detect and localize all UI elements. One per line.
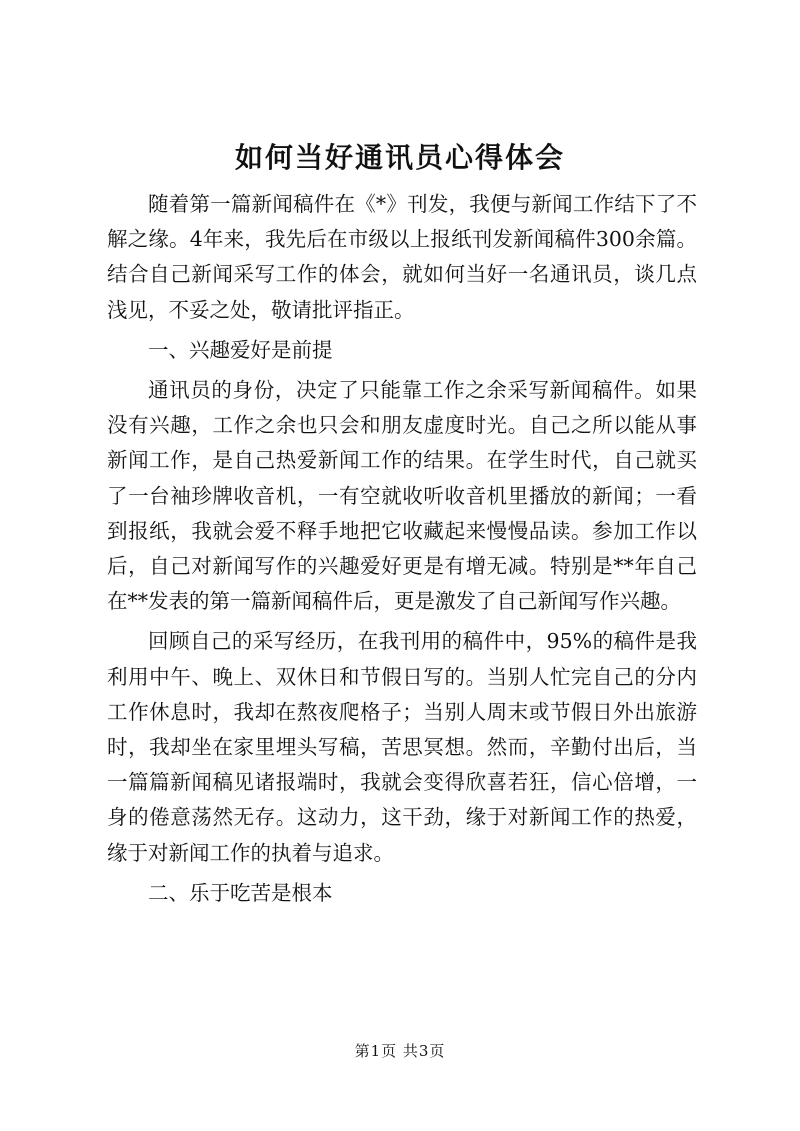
- paragraph-interest-1: 通讯员的身份，决定了只能靠工作之余采写新闻稿件。如果没有兴趣，工作之余也只会和朋友虚度时光。自己之所以能从事新闻工作，是自己热爱新闻工作的结果。在学生时代，自己就买了一台袖珍牌收音机，一有空就收听收音机里播放的新闻；一看到报纸，我就会爱不释手地把它收藏起来慢慢品读。参加工作以后，自己对新闻写作的兴趣爱好更是有增无减。特别是**年自己在**发表的第一篇新闻稿件后，更是激发了自己新闻写作兴趣。: [107, 378, 697, 614]
- document-body: [107, 187, 697, 911]
- page-number-footer: 第1页 共3页: [354, 1042, 446, 1060]
- section-heading-interest: 一、兴趣爱好是前提: [148, 337, 333, 362]
- intro-paragraph: 随着第一篇新闻稿件在《*》刊发，我便与新闻工作结下了不解之缘。4年来，我先后在市级以上报纸刊发新闻稿件300余篇。结合自己新闻采写工作的体会，就如何当好一名通讯员，谈几点浅见，不妥之处，敬请批评指正。: [107, 192, 697, 322]
- document-title: 如何当好通讯员心得体会: [234, 141, 565, 174]
- paragraph-interest-2: 回顾自己的采写经历，在我刊用的稿件中，95%的稿件是我利用中午、晚上、双休日和节假日写的。当别人忙完自己的分内工作休息时，我却在熬夜爬格子；当别人周末或节假日外出旅游时，我却坐在家里埋头写稿，苦思冥想。然而，辛勤付出后，当一篇篇新闻稿见诸报端时，我就会变得欣喜若狂，信心倍增，一身的倦意荡然无存。这动力，这干劲，缘于对新闻工作的热爱，缘于对新闻工作的执着与追求。: [107, 629, 697, 865]
- section-heading-hardwork: 二、乐于吃苦是根本: [148, 880, 333, 905]
